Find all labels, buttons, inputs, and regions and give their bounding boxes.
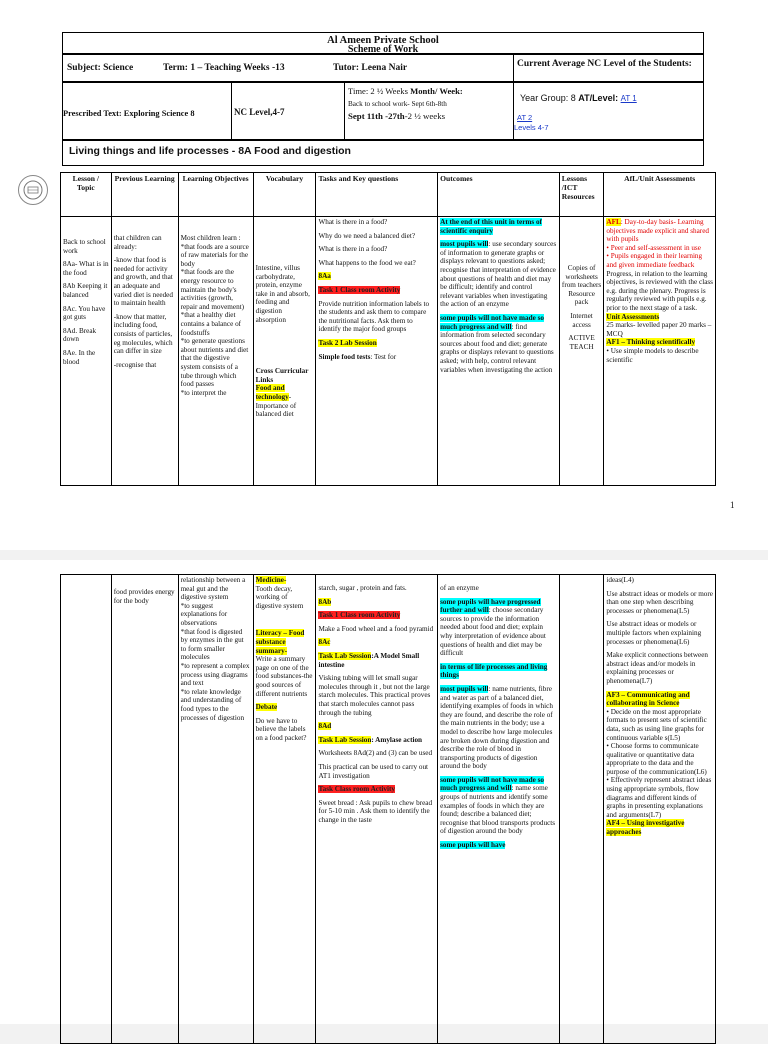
resources-cell (559, 575, 604, 1044)
debate-text: Do we have to believe the labels on a food packet? (255, 716, 307, 742)
key-question: What is there in a food? (318, 218, 388, 226)
term: Term: 1 – Teaching Weeks -13 (163, 63, 285, 73)
outcome-group-label: some pupils will have progressed further and will (440, 597, 541, 615)
afl-progress: Progress, in relation to the learning objectives, is reviewed with the class e.g. during the plenary. Progress is regularly reviewed with pupils e.g. prior to the next stage of a task. (606, 269, 713, 312)
objective-item: *to represent a complex process using diagrams and text (180, 661, 250, 688)
outcome-group-label: most pupils will (440, 684, 489, 693)
outcomes-cell (438, 575, 560, 1044)
lesson-item: 8Ab Keeping it balanced (63, 282, 108, 299)
unit-title-box (62, 140, 704, 166)
vocabulary-cell (253, 575, 316, 1044)
outcome-text: : find information from selected secondary sources about food and diet; generate graphs or displays relevant to questions asked; with help, control relevant variables when investigating the action (440, 322, 554, 374)
objective-item: *that food is digested by enzymes in the gut to form smaller molecules (180, 627, 244, 662)
sept-duration: -2 ½ weeks (404, 111, 446, 121)
objective-item: *to suggest explanations for observations (180, 601, 228, 627)
scheme-table-page-2 (60, 574, 716, 1044)
previous-item: that children can already: (113, 234, 162, 251)
learning-objectives-cell (178, 217, 253, 486)
scheme-table-page-1 (60, 172, 716, 486)
previous-learning-cell (111, 217, 178, 486)
task-label: Task 1 Class room Activity (318, 611, 401, 620)
task-label: Task Lab Session (318, 735, 372, 744)
vocabulary-cell (253, 217, 316, 486)
tutor: Tutor: Leena Nair (333, 63, 408, 73)
objective-item: relationship between a meal gut and the digestive system (180, 576, 246, 602)
school-logo-icon (18, 175, 48, 205)
afl-assessment-cell (604, 575, 716, 1044)
current-level-box (513, 54, 704, 82)
outcome-group-label: most pupils will (440, 240, 489, 249)
af3-item: • Decide on the most appropriate formats to present sets of scientific data, such as using line graphs for continuous variable s(L5) (606, 707, 707, 742)
page-gap (0, 550, 768, 560)
column-header: Tasks and Key questions (316, 173, 438, 217)
tasks-cell (316, 575, 438, 1044)
page-number: 1 (730, 500, 735, 510)
af1-text: • Use simple models to describe scientific (606, 346, 699, 364)
outcome-heading: in terms of life processes and living things (440, 662, 548, 680)
table-row (61, 217, 716, 486)
levels-range: Levels 4-7 (514, 123, 549, 132)
lesson-tag: 8Ad (318, 722, 332, 731)
af3-item: • Choose forms to communicate qualitative or quantitative data appropriate to the data and the purpose of the communication(L6) (606, 742, 707, 776)
debate-label: Debate (255, 703, 278, 712)
prescribed-text-box (62, 82, 232, 140)
outcome-group-label: some pupils will not have made so much progress and will (440, 775, 544, 793)
previous-item: food provides energy for the body (113, 588, 175, 605)
task-label: Task Lab Session (318, 651, 372, 660)
unit-assessments-text: 25 marks- levelled paper 20 marks –MCQ (606, 321, 712, 338)
objective-item: *that foods are a source of raw materials for the body (180, 242, 249, 268)
lesson-tag: 8Ab (318, 597, 332, 606)
time-box (344, 82, 514, 140)
afl-item: Use abstract ideas or models or multiple factors when explaining processes or phenomena(L6) (606, 620, 702, 646)
column-header: Previous Learning (111, 173, 178, 217)
afl-item: ideas(L4) (606, 576, 634, 584)
afl-label: AFL (606, 218, 621, 226)
af1-heading: AF1 – Thinking scientifically (606, 338, 696, 347)
objective-item: *to generate questions about nutrients and diet that the digestive system consists of a tube through which food passes (180, 337, 249, 389)
medicine-text: Tooth decay, working of digestive system (255, 584, 304, 610)
afl-assessment-cell (604, 217, 716, 486)
task-description: Provide nutrition information labels to the students and ask them to compare the nutritional facts. Ask them to identify the major food groups (318, 299, 430, 334)
objective-item: *to interpret the (180, 388, 227, 397)
column-header: AfL/Unit Assessments (604, 173, 716, 217)
column-header: Lesson / Topic (61, 173, 112, 217)
time-weeks: Time: 2 ½ Weeks (348, 86, 408, 96)
year-group-box (513, 82, 704, 140)
unit-assessments-label: Unit Assessments (606, 312, 660, 321)
column-header: Lessons /ICT Resources (559, 173, 604, 217)
previous-item: -recognise that (113, 360, 157, 369)
prescribed-text: Prescribed Text: Exploring Science 8 (63, 109, 195, 118)
at1-link[interactable]: AT 1 (620, 94, 637, 103)
outcomes-cell (438, 217, 560, 486)
outcome-text: : name nutrients, fibre and water as part of a balanced diet, identifying examples of foods in which they are found, and describe the role of the main nutrients in the body; use a model to describe how large molecules are broken down during digestion and describe the role of blood in transporting products of digestion around the body (440, 684, 553, 771)
column-header: Vocabulary (253, 173, 316, 217)
previous-item: -know that food is needed for activity and growth, and that an adequate and varied diet is needed to maintain health (113, 256, 173, 308)
key-question: What is there in a food? (318, 245, 388, 254)
outcome-text: : use secondary sources of information to generate graphs or displays relevant to questions asked; recognise that interpretation of evidence about questions of health and diet may be difficult; identify and control relevant variables when investigating the action of an enzyme (440, 240, 557, 309)
task-description: Sweet bread : Ask pupils to chew bread for 5-10 min . Ask them to identify the change in the taste (318, 798, 433, 824)
resource-item: Copies of worksheets from teachers Resource pack (561, 264, 602, 307)
subject: Subject: Science (67, 63, 134, 73)
task-description: Worksheets 8Ad(2) and (3) can be used (318, 749, 433, 758)
lesson-tag: 8Ac (318, 638, 331, 647)
literacy-text: Write a summary page on one of the food substances-the good sources of different nutrients (255, 655, 313, 698)
nc-level: NC Level,4-7 (234, 107, 285, 117)
af4-heading: AF4 – Using investigative approaches (606, 819, 685, 837)
lesson-item: 8Ac. You have got guts (63, 304, 106, 322)
unit-title: Living things and life processes - 8A Food and digestion (69, 145, 351, 157)
afl-engaged: • Pupils engaged in their learning and given immediate feedback (606, 252, 703, 269)
objective-item: *that a healthy diet contains a balance of foodstuffs (180, 311, 242, 337)
outcome-group-label: some pupils will not have made so much progress and will (440, 313, 544, 331)
afl-peer: • Peer and self-assessment in use (606, 243, 701, 252)
page-2 (0, 560, 768, 1024)
previous-item: -know that matter, including food, consists of particles, eg molecules, which can differ in size (113, 312, 173, 356)
learning-objectives-cell (178, 575, 253, 1044)
af3-heading: AF3 – Communicating and collaborating in Science (606, 690, 690, 708)
sept-dates: Sept 11th -27th (348, 111, 405, 121)
lesson-item: 8Ae. In the blood (63, 348, 96, 366)
outcome-text: of an enzyme (440, 584, 479, 592)
table-row (61, 575, 716, 1044)
simple-tests-text: : Test for (370, 352, 397, 361)
simple-tests-label: Simple food tests (318, 352, 371, 361)
key-question: What happens to the food we eat? (318, 258, 416, 267)
af3-item: • Effectively represent abstract ideas using appropriate symbols, flow diagrams and different kinds of graphs in presenting explanations and arguments(L7) (606, 776, 712, 819)
previous-learning-cell (111, 575, 178, 1044)
task-label: Task Class room Activity (318, 785, 395, 794)
outcome-heading: At the end of this unit in terms of scientific enquiry (440, 218, 542, 235)
task-label: Task 2 Lab Session (318, 338, 377, 347)
month-week-label: Month/ Week: (410, 86, 463, 96)
literacy-label: Literacy – Food substance summary- (255, 629, 305, 655)
lesson-item: Back to school work (63, 238, 106, 255)
resource-item: ACTIVE TEACH (568, 334, 595, 351)
medicine-label: Medicine- (255, 576, 287, 584)
year-group: Year Group: 8 (520, 93, 576, 103)
resource-item: Internet access (570, 311, 593, 329)
at-level-label: AT/Level: (578, 93, 619, 103)
outcome-text: : choose secondary sources to provide the information needed about food and diet; explain why interpretation of evidence about questions of health and diet may be difficult (440, 606, 546, 658)
back-to-school-dates: Back to school work- Sept 6th-8th (348, 100, 447, 108)
task-description: Visking tubing will let small sugar molecules through it , but not the large starch molecules. This practical proves that starch molecules cannot pass through the tubing (318, 674, 431, 717)
key-question: Why do we need a balanced diet? (318, 231, 416, 240)
food-technology-label: Food and technology (255, 384, 289, 401)
subject-row (62, 54, 514, 82)
tasks-cell (316, 217, 438, 486)
objective-item: *to relate knowledge and understanding of food types to the processes of digestion (180, 687, 245, 722)
objective-item: *that foods are the energy resource to maintain the body's activities (growth, repair and movement) (180, 268, 245, 311)
lesson-item: 8Aa- What is in the food (63, 260, 109, 277)
task-title: : Amylase action (371, 735, 423, 744)
afl-item: Make explicit connections between abstract ideas and/or models in explaining processes or phenomena(L7) (606, 651, 708, 685)
task-description: starch, sugar , protein and fats. (318, 584, 407, 592)
table-header-row (61, 173, 716, 217)
lesson-topic-cell (61, 575, 112, 1044)
resources-cell (559, 217, 604, 486)
outcome-group-label: some pupils will have (440, 841, 506, 850)
lesson-topic-cell (61, 217, 112, 486)
outcome-text: : name some groups of nutrients and identify some examples of foods in which they are found; describe a balanced diet; recognise that blood transports products of digestion around the body (440, 784, 556, 836)
cross-curricular-heading: Cross Curricular Links (255, 367, 309, 384)
task-description: This practical can be used to carry out AT1 investigation (318, 762, 429, 780)
task-label: Task 1 Class room Activity (318, 285, 401, 294)
current-level-label: Current Average NC Level of the Students: (517, 59, 692, 69)
task-title: :A Model Small intestine (318, 651, 420, 669)
at2-link[interactable]: AT 2 (517, 113, 533, 122)
afl-item: Use abstract ideas or models or more than one step when describing processes or phenomena(L5) (606, 589, 713, 615)
column-header: Outcomes (438, 173, 560, 217)
lesson-item: 8Ad. Break down (63, 326, 97, 344)
task-description: Make a Food wheel and a food pyramid (318, 624, 434, 633)
objective-item: Most children learn : (180, 234, 241, 242)
school-name: Al Ameen Private School (327, 35, 439, 46)
lesson-tag: 8Aa (318, 272, 331, 281)
column-header: Learning Objectives (178, 173, 253, 217)
document-title: Scheme of Work (347, 44, 419, 55)
food-technology-text: - Importance of balanced diet (255, 392, 297, 419)
nc-level-box (231, 82, 345, 140)
afl-text: : Day-to-day basis- Learning objectives made explicit and shared with pupils (606, 218, 709, 244)
vocab-item: Intestine, villus carbohydrate, protein, enzyme take in and absorb, feeding and digestion absorption (255, 264, 310, 324)
